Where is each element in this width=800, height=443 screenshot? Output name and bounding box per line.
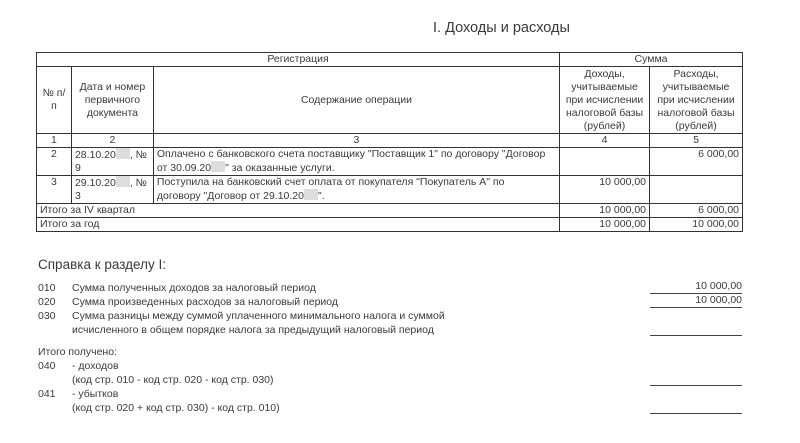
row-num: 2: [37, 148, 72, 176]
line-text: Сумма полученных доходов за налоговый период: [72, 282, 316, 294]
table-row: [37, 148, 743, 176]
total-received-label: [38, 345, 117, 359]
row-income: [560, 148, 650, 176]
total-income: 10 000,00: [560, 218, 650, 232]
content-line: Оплачено с банковского счета поставщику "Поставщик 1" по договору "Договор: [156, 148, 546, 160]
line-text: Сумма разницы между суммой уплаченного минимального налога и суммой: [72, 310, 445, 322]
col-number: 4: [560, 134, 650, 148]
line-text: - убытков: [72, 388, 119, 400]
redacted-block: [116, 148, 130, 159]
row-income: 10 000,00: [560, 176, 650, 204]
date-text: 28.10.20: [74, 149, 116, 161]
header-date-doc: Дата и номер первичного документа: [71, 67, 153, 134]
row-date-doc: [71, 148, 153, 176]
col-number: 5: [650, 134, 743, 148]
value-040: [650, 372, 742, 386]
doc-number: 3: [74, 190, 81, 202]
date-suffix: , №: [129, 149, 147, 161]
column-numbers-row: [37, 134, 743, 148]
value-030: [650, 322, 742, 336]
redacted-block: [304, 189, 318, 200]
header-registration: Регистрация: [37, 53, 560, 67]
line-code: 030: [38, 310, 56, 322]
redacted-block: [211, 161, 225, 172]
date-suffix: , №: [129, 177, 147, 189]
total-expense: 6 000,00: [650, 204, 743, 218]
header-num: № п/п: [37, 67, 72, 134]
section-title: I. Доходы и расходы: [433, 20, 570, 36]
line-code: 040: [38, 360, 56, 372]
total-label: Итого за год: [37, 218, 560, 232]
line-text: Сумма произведенных расходов за налоговый период: [72, 296, 339, 308]
col-number: 1: [37, 134, 72, 148]
total-label: Итого получено:: [38, 346, 117, 358]
redacted-block: [116, 176, 130, 187]
content-line: Поступила на банковский счет оплата от покупателя "Покупатель А" по: [156, 176, 505, 188]
total-row-quarter: [37, 204, 743, 218]
value-020: 10 000,00: [650, 294, 742, 308]
income-expense-table: [36, 52, 743, 232]
content-line: от 30.09.20: [156, 162, 212, 174]
row-content: [153, 176, 559, 204]
total-row-year: [37, 218, 743, 232]
total-expense: 10 000,00: [650, 218, 743, 232]
total-income: 10 000,00: [560, 204, 650, 218]
line-text: исчисленного в общем порядке налога за предыдущий налоговый период: [72, 324, 434, 336]
row-date-doc: [71, 176, 153, 204]
reference-title: Справка к разделу I:: [38, 257, 166, 272]
header-content: Содержание операции: [153, 67, 559, 134]
line-code: 010: [38, 282, 56, 294]
value-010: 10 000,00: [650, 280, 742, 294]
table-row: [37, 176, 743, 204]
header-expense: Расходы, учитываемые при исчислении налоговой базы (рублей): [650, 67, 743, 134]
header-income: Доходы, учитываемые при исчислении налоговой базы (рублей): [560, 67, 650, 134]
doc-number: 9: [74, 162, 81, 174]
content-line: ".: [317, 190, 325, 202]
header-sum: Сумма: [560, 53, 743, 67]
content-line: договору "Договор от 29.10.20: [156, 190, 304, 202]
col-number: 3: [153, 134, 559, 148]
line-code: 041: [38, 388, 56, 400]
col-number: 2: [71, 134, 153, 148]
row-num: 3: [37, 176, 72, 204]
line-text: (код стр. 010 - код стр. 020 - код стр. 030): [72, 374, 274, 386]
line-text: (код стр. 020 + код стр. 030) - код стр. 010): [72, 402, 280, 414]
content-line: " за оказанные услуги.: [225, 162, 335, 174]
line-code: 020: [38, 296, 56, 308]
date-text: 29.10.20: [74, 177, 116, 189]
value-041: [650, 400, 742, 414]
line-text: - доходов: [72, 360, 119, 372]
total-label: Итого за IV квартал: [37, 204, 560, 218]
row-expense: 6 000,00: [650, 148, 743, 176]
row-content: [153, 148, 559, 176]
row-expense: [650, 176, 743, 204]
